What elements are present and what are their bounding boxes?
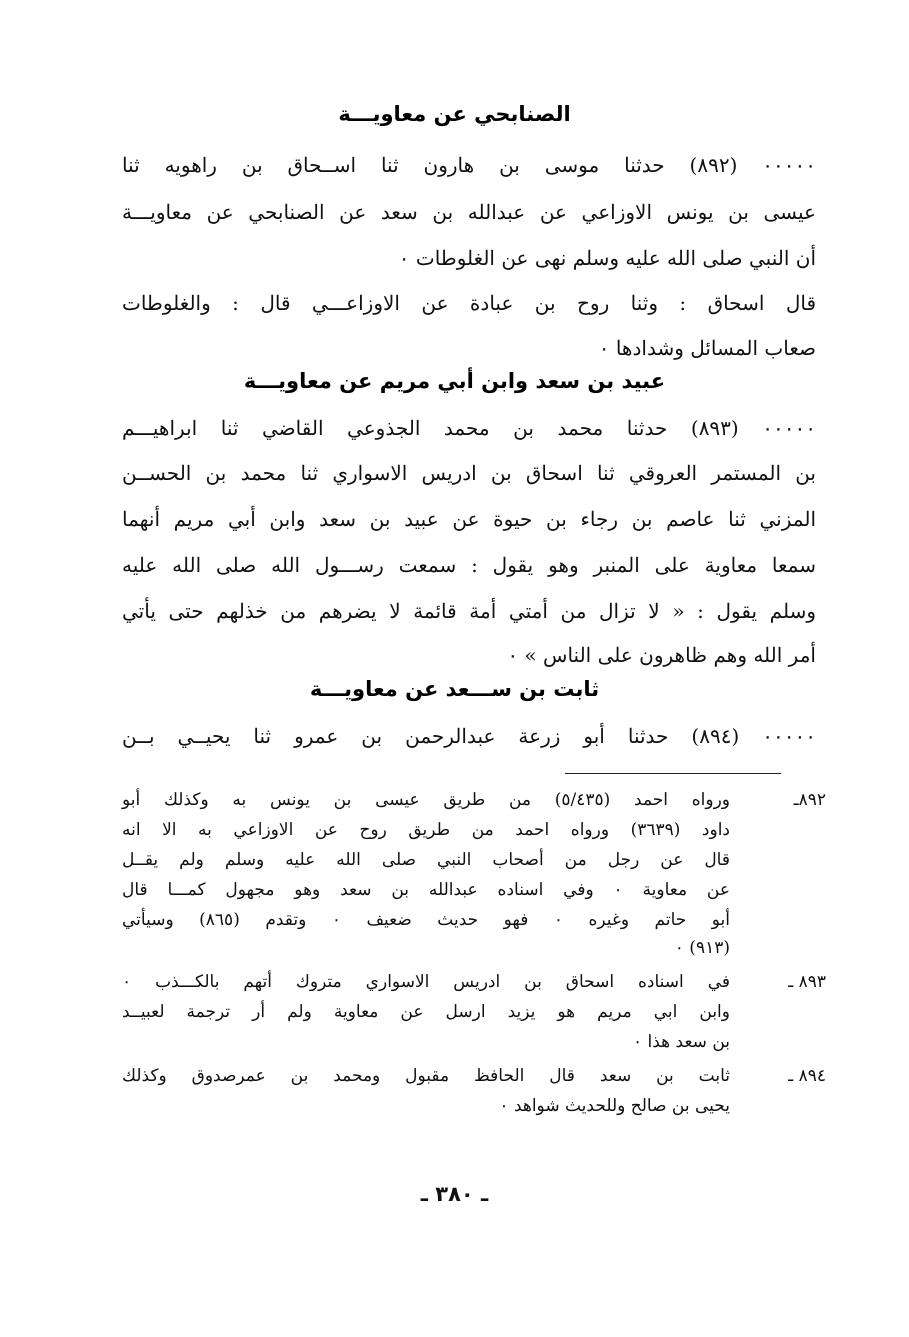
footnote-line: داود (٣٦٣٩) ورواه احمد من طريق روح عن الاوزاعي به الا انه xyxy=(122,820,731,840)
footnote-line: يحيى بن صالح وللحديث شواهد ٠ xyxy=(499,1096,730,1116)
text-line: صعاب المسائل وشدادها ٠ xyxy=(598,336,816,360)
footnote-line: بن سعد هذا ٠ xyxy=(632,1032,730,1052)
footnote-number: ٨٩٣ ـ xyxy=(788,972,826,992)
text-line: ٠٠٠٠٠ (٨٩٤) حدثنا أبو زرعة عبدالرحمن بن عمرو ثنا يحيــي بــن xyxy=(122,724,816,748)
text-line: المزني ثنا عاصم بن رجاء بن حيوة عن عبيد بن سعد وابن أبي مريم أنهما xyxy=(122,507,816,531)
footnote-separator xyxy=(565,773,781,774)
section-heading: الصنابحي عن معاويـــة xyxy=(338,102,571,126)
footnote-line: وابن ابي مريم هو يزيد ارسل عن معاوية ولم أر ترجمة لعبيــد xyxy=(122,1002,730,1022)
section-heading: ثابت بن ســـعد عن معاويـــة xyxy=(309,677,600,701)
footnote-number: ٨٩٤ ـ xyxy=(788,1066,826,1086)
text-line: أمر الله وهم ظاهرون على الناس » ٠ xyxy=(507,643,816,667)
footnote-line: قال عن رجل من أصحاب النبي صلى الله عليه وسلم ولم يقــل xyxy=(122,850,730,870)
text-line: ٠٠٠٠٠ (٨٩٣) حدثنا محمد بن محمد الجذوعي القاضي ثنا ابراهيـــم xyxy=(122,416,816,440)
page-number: ـ ٣٨٠ ـ xyxy=(420,1182,489,1206)
footnote-number: ٨٩٢ـ xyxy=(793,790,826,810)
footnote-line: عن معاوية ٠ وفي اسناده عبدالله بن سعد وهو مجهول كمـــا قال xyxy=(122,880,731,900)
text-line: سمعا معاوية على المنبر وهو يقول : سمعت رســـول الله صلى الله عليه xyxy=(122,553,816,577)
footnote-line: ثابت بن سعد قال الحافظ مقبول ومحمد بن عمرصدوق وكذلك xyxy=(122,1066,730,1086)
text-line: أن النبي صلى الله عليه وسلم نهى عن الغلوطات ٠ xyxy=(398,246,816,270)
footnote-line: ورواه احمد (٥/٤٣٥) من طريق عيسى بن يونس به وكذلك أبو xyxy=(122,790,730,810)
footnote-line: (٩١٣) ٠ xyxy=(674,938,730,958)
footnote-line: أبو حاتم وغيره ٠ فهو حديث ضعيف ٠ وتقدم (٨٦٥) وسيأتي xyxy=(122,910,730,930)
footnote-line: في اسناده اسحاق بن ادريس الاسواري متروك أتهم بالكـــذب ٠ xyxy=(122,972,730,992)
text-line: بن المستمر العروقي ثنا اسحاق بن ادريس الاسواري ثنا محمد بن الحســن xyxy=(122,461,816,485)
text-line: وسلم يقول : « لا تزال من أمتي أمة قائمة لا يضرهم من خذلهم حتى يأتي xyxy=(122,599,816,623)
text-line: قال اسحاق : وثنا روح بن عبادة عن الاوزاعـــي قال : والغلوطات xyxy=(122,291,816,315)
section-heading: عبيد بن سعد وابن أبي مريم عن معاويـــة xyxy=(243,369,666,393)
text-line: عيسى بن يونس الاوزاعي عن عبدالله بن سعد عن الصنابحي عن معاويـــة xyxy=(122,200,816,224)
text-line: ٠٠٠٠٠ (٨٩٢) حدثنا موسى بن هارون ثنا اســحاق بن راهويه ثنا xyxy=(122,153,816,177)
